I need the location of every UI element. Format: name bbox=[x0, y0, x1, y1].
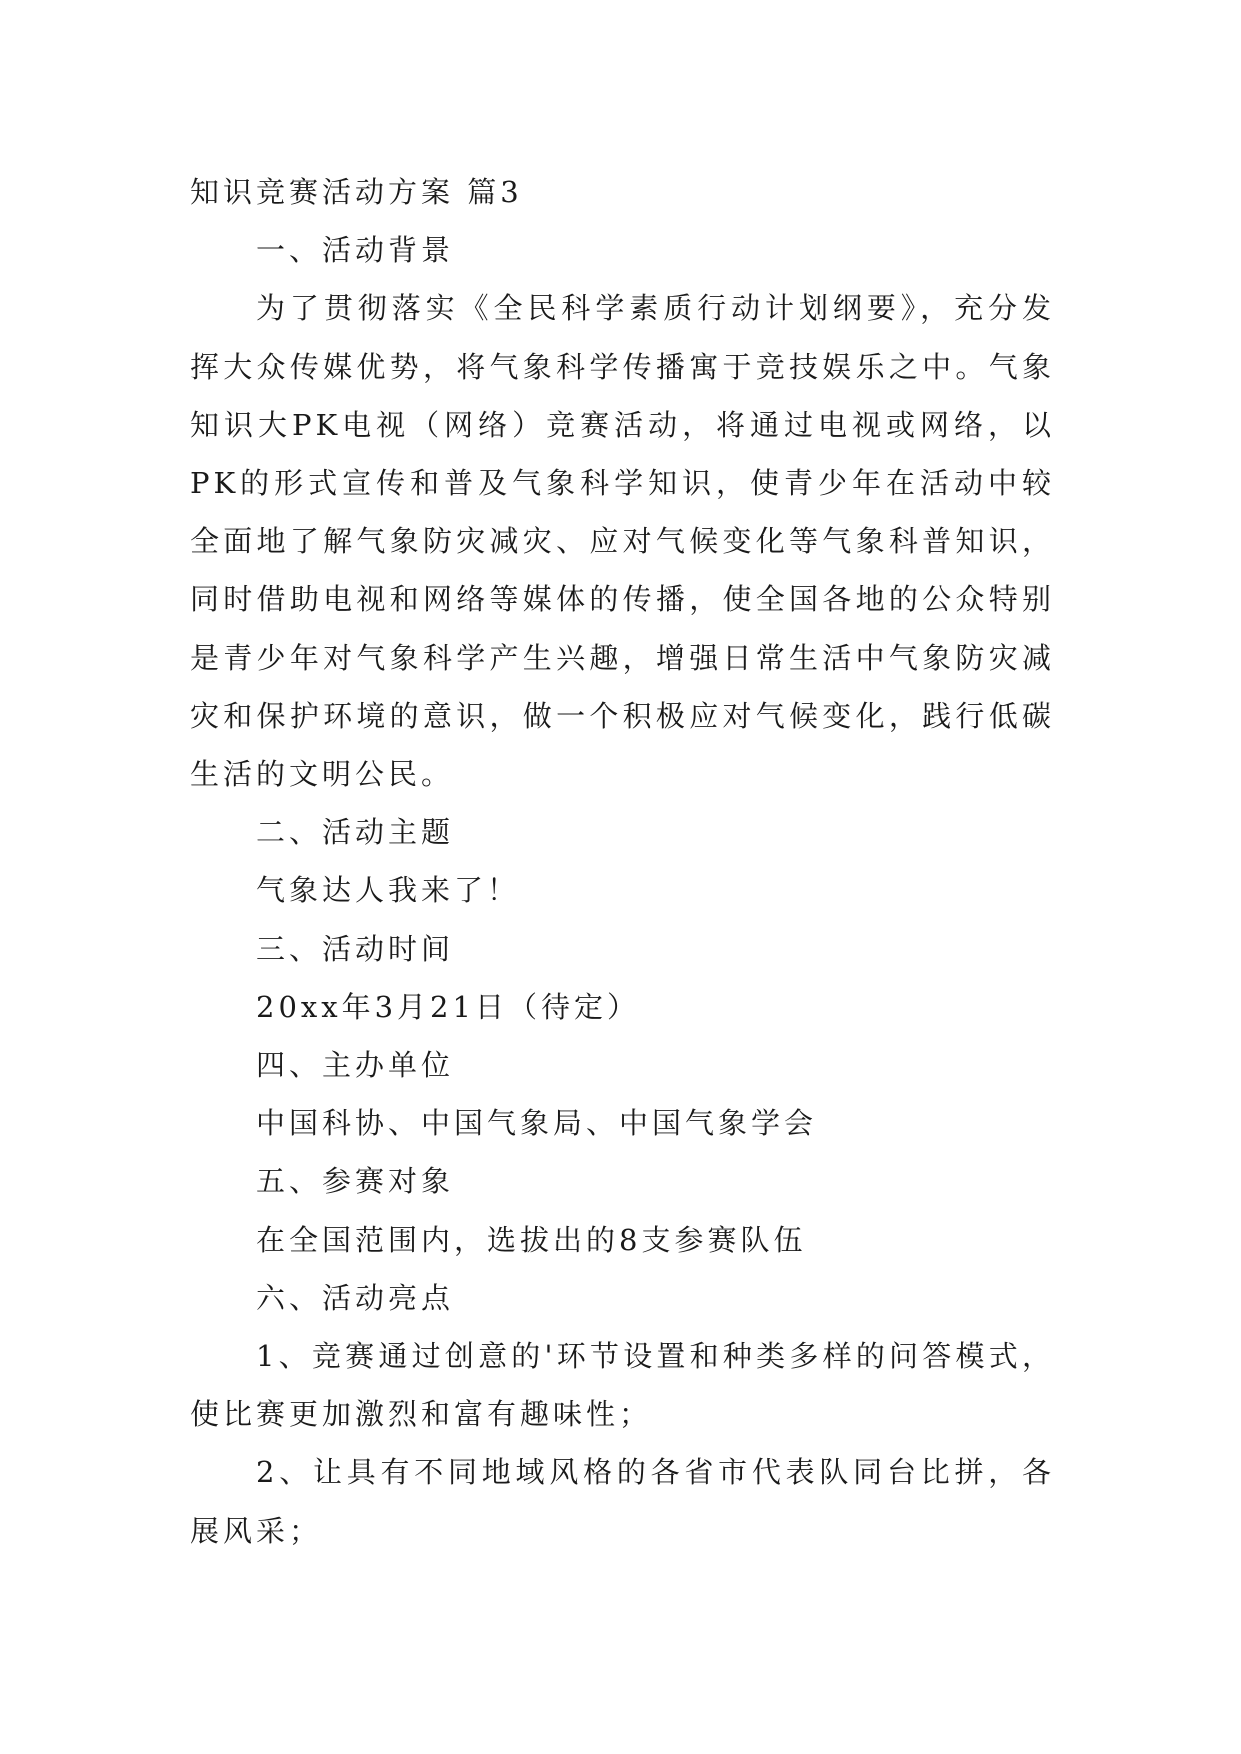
section-heading-theme: 二、活动主题 bbox=[256, 815, 455, 850]
paragraph-theme: 气象达人我来了！ bbox=[256, 873, 521, 908]
paragraph-highlight-1: 1、竞赛通过创意的'环节设置和种类多样的问答模式，使比赛更加激烈和富有趣味性； bbox=[190, 1339, 1055, 1432]
section-heading-organizer: 四、主办单位 bbox=[256, 1048, 455, 1083]
paragraph-organizer: 中国科协、中国气象局、中国气象学会 bbox=[256, 1106, 818, 1141]
paragraph-time: 20xx年3月21日（待定） bbox=[256, 989, 640, 1024]
section-heading-participants: 五、参赛对象 bbox=[256, 1164, 455, 1199]
paragraph-highlight-2: 2、让具有不同地域风格的各省市代表队同台比拼，各展风采； bbox=[190, 1455, 1055, 1548]
document-body bbox=[190, 163, 1055, 1560]
paragraph-background: 为了贯彻落实《全民科学素质行动计划纲要》，充分发挥大众传媒优势，将气象科学传播寓于竞技娱乐之中。气象知识大PK电视（网络）竞赛活动，将通过电视或网络，以PK的形式宣传和普及气象科学知识，使青少年在活动中较全面地了解气象防灾减灾、应对气候变化等气象科普知识，同时借助电视和网络等媒体的传播，使全国各地的公众特别是青少年对气象科学产生兴趣，增强日常生活中气象防灾减灾和保护环境的意识，做一个积极应对气候变化，践行低碳生活的文明公民。 bbox=[190, 291, 1055, 792]
section-heading-highlights: 六、活动亮点 bbox=[256, 1280, 455, 1315]
document-title: 知识竞赛活动方案 篇3 bbox=[190, 175, 523, 209]
section-heading-time: 三、活动时间 bbox=[256, 931, 455, 966]
paragraph-participants: 在全国范围内，选拔出的8支参赛队伍 bbox=[256, 1222, 807, 1257]
section-heading-background: 一、活动背景 bbox=[256, 233, 455, 268]
